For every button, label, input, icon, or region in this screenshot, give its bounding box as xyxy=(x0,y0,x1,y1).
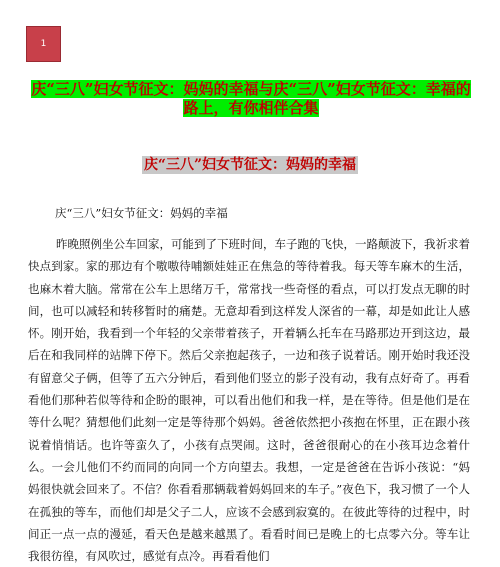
main-title-text: 庆“三八”妇女节征文：妈妈的幸福与庆“三八”妇女节征文：幸福的路上，有你相伴合集 xyxy=(31,80,471,117)
section-title-text: 庆“三八”妇女节征文：妈妈的幸福 xyxy=(143,157,357,173)
document-main-title xyxy=(29,80,473,118)
article-subheading: 庆“三八”妇女节征文：妈妈的幸福 xyxy=(55,206,228,220)
page-number-badge xyxy=(26,26,61,62)
article-body: 昨晚照例坐公车回家，可能到了下班时间，车子跑的飞快，一路颠波下，我祈求着快点到家。家的那边有个嗷嗷待哺额娃娃正在焦急的等待着我。每天等车麻木的生活，也麻木着大脑。常常在公车上思绪万千，常常找一些奇怪的看点，可以打发点无聊的时间，也可以减轻和转移暂时的痛楚。无意却看到这样发人深省的一幕，却是如此让人感怀。刚开始，我看到一个年轻的父亲带着孩子，开着辆么托车在马路那边开到这边，最后在和我同样的站牌下停下。然后父亲抱起孩子，一边和孩子说着话。刚开始时我还没有留意父子俩，但等了五六分钟后，看到他们竖立的影子没有动，我有点好奇了。再看看他们那种若似等待和企盼的眼神，可以看出他们和我一样，是在等待。但是他们是在等什么呢？猜想他们此刻一定是等待那个妈妈。爸爸依然把小孩抱在怀里，正在跟小孩说着悄悄话。也许等蛮久了，小孩有点哭闹。这时，爸爸很耐心的在小孩耳边念着什么。一会儿他们不约而同的向同一个方向望去。我想，一定是爸爸在告诉小孩说：“妈妈很快就会回来了。不信？你看看那辆载着妈妈回来的车子。”夜色下，我习惯了一个人在孤独的等车，而他们却是父子二人，应该不会感到寂寞的。在彼此等待的过程中，时间正一点一点的漫延，看天色是越来越黑了。看看时间已是晚上的七点零六分。等车让我很彷徨，有风吹过，感觉有点冷。再看看他们 xyxy=(28,237,470,564)
page-number: 1 xyxy=(40,39,47,49)
section-title xyxy=(0,154,500,174)
